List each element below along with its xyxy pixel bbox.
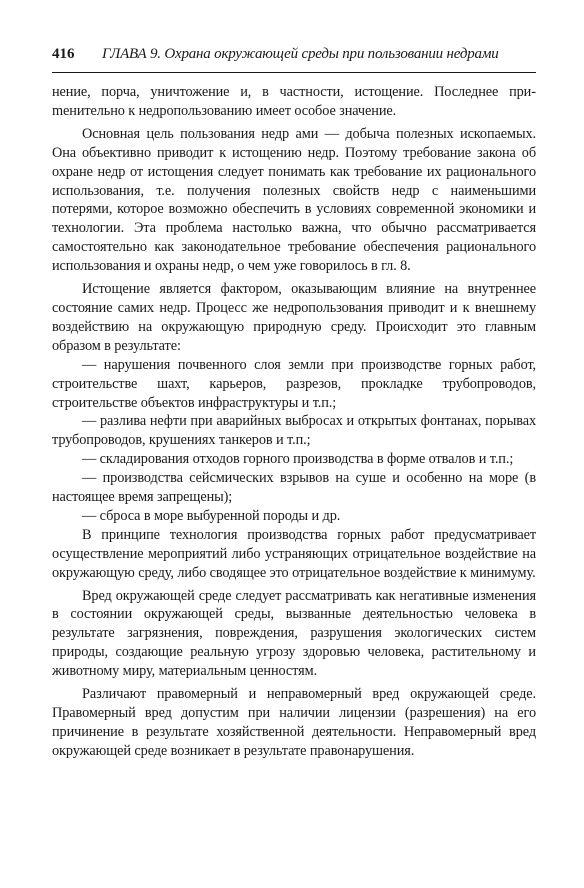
list-item: — разлива нефти при аварийных выбросах и открытых фонтанах, порывах трубопроводов, крушениях танкеров и т.п.; — [52, 413, 536, 449]
paragraph: Истощение является фактором, оказывающим влияние на внутреннее состояние самих недр. Процесс же недропользования приводит и к внешнему воздействию на окружающую природную среду. Происходит это главным образом в результате: — [52, 281, 536, 354]
list-item: — сброса в море выбуренной породы и др. — [82, 507, 341, 524]
running-title: ГЛАВА 9. Охрана окружающей среды при пользовании недрами — [102, 46, 499, 62]
paragraph: Основная цель пользования недр ами — добыча полезных ископаемых. Она объективно приводит к истощению недр. Поэтому требование закона об охране недр от истощения следует понимать как требование их рационального использования, т.е. получения полезных свойств недр с наименьшими потерями, которое возможно обеспечить в условиях современной экономики и технологии. Эта проблема настолько важна, что обычно рассматривается самостоятельно как законодательное требование обеспечения рационального использования и охраны недр, о чем уже говорилось в гл. 8. — [52, 125, 536, 275]
list-item: — нарушения почвенного слоя земли при производстве горных работ, строительстве шахт, карьеров, разрезов, прокладке трубопроводов, строительстве объектов инфраструктуры и т.п.; — [52, 356, 536, 411]
paragraph: Различают правомерный и неправомерный вред окружающей среде. Правомерный вред допустим при наличии лицензии (разрешения) на его причинение в результате хозяйственной деятельности. Неправомерный вред окружающей среде возникает в результате правонарушения. — [52, 686, 536, 759]
paragraph: нение, порча, уничтожение и, в частности, истощение. Последнее приmенительно к недропользованию имеет особое значение. — [52, 84, 536, 119]
list-item: — складирования отходов горного производства в форме отвалов и т.п.; — [82, 451, 514, 468]
page-number: 416 — [52, 46, 75, 62]
page-header — [52, 46, 540, 68]
paragraph: Вред окружающей среде следует рассматривать как негативные изменения в состоянии окружающей среды, вызванные деятельностью человека в результате загрязнения, повреждения, разрушения экологических систем природы, создающие реальную угрозу здоровью человека, растительному и животному миру, материальным ценностям. — [52, 587, 536, 680]
list-item: — производства сейсмических взрывов на суше и особенно на море (в настоящее время запрещены); — [52, 470, 536, 506]
header-rule — [52, 72, 536, 73]
body-text — [52, 83, 536, 761]
paragraph: В принципе технология производства горных работ предусматривает осуществление мероприятий либо устраняющих отрицательное воздействие на окружающую среду, либо сводящее это отрицательное воздействие к минимуму. — [52, 526, 536, 581]
